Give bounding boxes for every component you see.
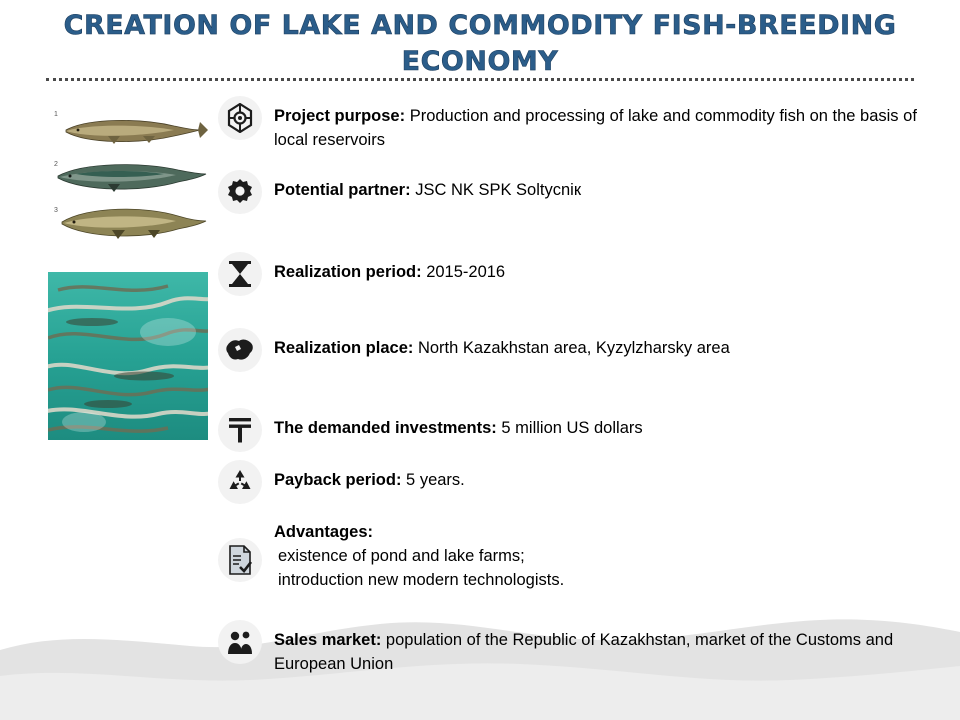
row-text [274,170,581,202]
row-value: 2015-2016 [421,263,506,281]
row-value: 5 years. [401,471,465,489]
checklist-document-icon [218,538,262,582]
row-text [274,408,643,440]
advantage-line-1: existence of pond and lake farms; [278,547,525,565]
row-sales-market [218,620,938,676]
row-text [274,328,730,360]
row-value: Production and processing of lake and commodity fish on the basis of local reservoirs [274,107,917,149]
row-label: Realization period: [274,263,422,281]
row-value: JSC NK SPK Soltycnік [410,181,582,199]
row-realization-place [218,328,938,372]
row-text [274,96,934,152]
target-icon [218,96,262,140]
gear-icon [218,170,262,214]
row-payback-period [218,460,938,504]
row-label: Project purpose: [274,107,406,125]
row-demanded-investments [218,408,938,452]
fish-tank-photo [48,272,208,440]
row-project-purpose [218,96,938,152]
people-icon [218,620,262,664]
row-label: Advantages: [274,523,374,541]
row-value: 5 million US dollars [496,419,643,437]
advantage-line-2: introduction new modern technologists. [278,571,565,589]
row-label: Payback period: [274,471,402,489]
row-text [274,252,505,284]
map-region-icon [218,328,262,372]
slide-title-block [0,8,960,80]
row-potential-partner [218,170,938,214]
fish-label-2: 2 [54,161,58,168]
row-label: Realization place: [274,339,414,357]
row-advantages [218,516,938,592]
hourglass-icon [218,252,262,296]
row-text [274,516,564,592]
tenge-currency-icon [218,408,262,452]
sturgeon-illustration [48,100,208,250]
row-text [274,460,465,492]
row-text [274,620,934,676]
fish-label-1: 1 [54,111,58,118]
row-value: North Kazakhstan area, Kyzylzharsky area [413,339,730,357]
row-label: The demanded investments: [274,419,497,437]
row-label: Sales market: [274,631,382,649]
row-realization-period [218,252,938,296]
page-title: CREATION OF LAKE AND COMMODITY FISH-BREEDING ECONOMY [63,10,897,77]
recycle-icon [218,460,262,504]
title-divider [46,78,914,81]
fish-label-3: 3 [54,207,58,214]
row-label: Potential partner: [274,181,411,199]
row-value: population of the Republic of Kazakhstan, market of the Customs and European Union [274,631,894,673]
